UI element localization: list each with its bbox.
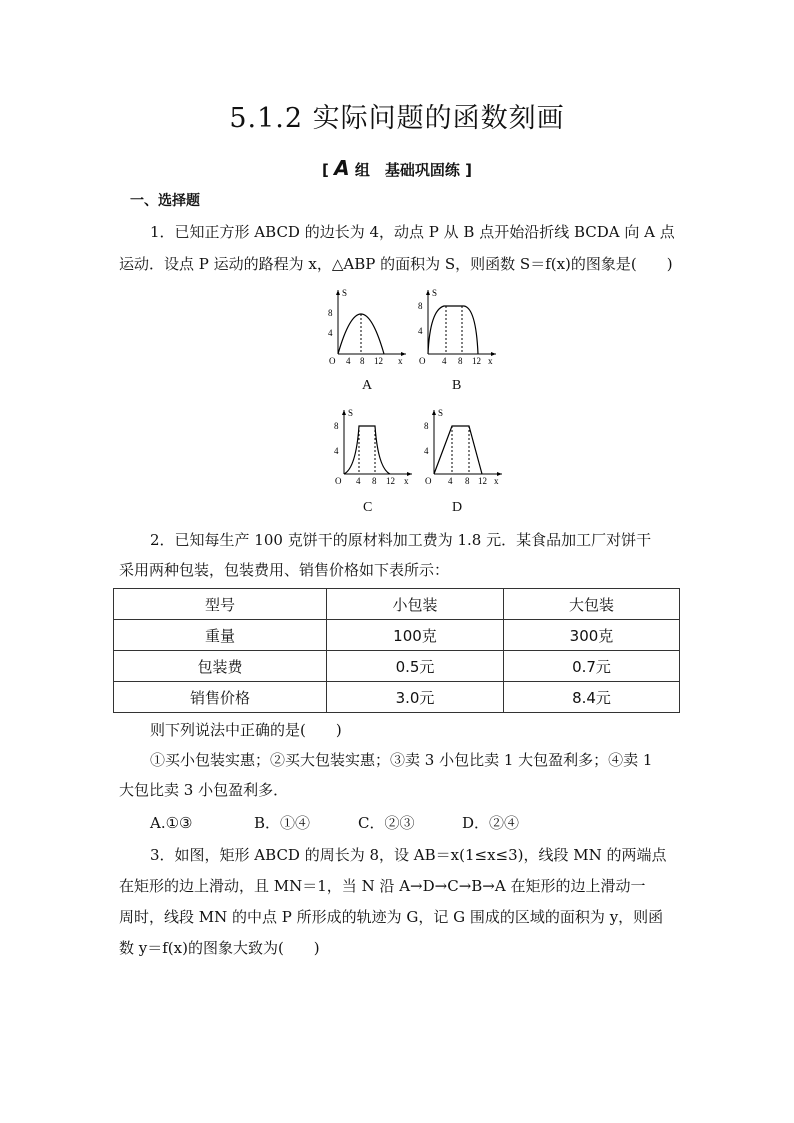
graph-a [324,286,414,370]
tick-4: 4 [418,326,423,336]
graph-d [420,406,510,490]
tick-x8: 8 [360,356,365,366]
graph-b [414,286,504,370]
table-header-row [114,589,680,620]
price-table [113,588,680,713]
tick-8: 8 [418,301,423,311]
option-a: A.①③ [150,814,193,832]
axis-s-label: S [438,408,444,418]
tick-8: 8 [424,421,429,431]
tick-x8: 8 [372,476,377,486]
tick-8: 8 [328,308,333,318]
tick-4: 4 [328,328,333,338]
bracket-right: ] [465,161,472,179]
tick-x4: 4 [356,476,361,486]
q3-line4: 数 y＝f(x)的图象大致为( ) [119,939,320,957]
origin-label: O [329,356,336,366]
tick-4: 4 [334,446,339,456]
graph-a-label: A [362,378,373,393]
tick-x12: 12 [478,476,487,486]
table-cell: 0.5元 [327,651,504,682]
group-letter: A [334,156,350,180]
graph-b-label: B [452,378,462,393]
table-row [114,682,680,713]
table-cell: 300克 [504,620,680,651]
graph-c [330,406,420,490]
q2-line4: ①买小包装实惠；②买大包装实惠；③卖 3 小包比卖 1 大包盈利多；④卖 1 [150,751,653,769]
tick-x12: 12 [374,356,383,366]
option-d: D．②④ [462,814,520,832]
graph-d-label: D [452,500,463,515]
group-text: 组 基础巩固练 [354,161,460,179]
tick-8: 8 [334,421,339,431]
section-heading: 一、选择题 [130,193,200,209]
axis-x-label: x [488,356,493,366]
q2-line2: 采用两种包装，包装费用、销售价格如下表所示： [119,561,450,579]
origin-label: O [425,476,432,486]
origin-label: O [419,356,426,366]
axis-s-label: S [342,288,348,298]
q2-line3: 则下列说法中正确的是( ) [150,721,342,739]
table-header-cell: 型号 [114,589,327,620]
table-cell: 重量 [114,620,327,651]
option-c: C．②③ [358,814,415,832]
option-b: B．①④ [254,814,311,832]
group-heading [0,156,794,180]
tick-4: 4 [424,446,429,456]
tick-x12: 12 [386,476,395,486]
q3-line2: 在矩形的边上滑动，且 MN＝1，当 N 沿 A→D→C→B→A 在矩形的边上滑动一 [119,877,646,895]
table-cell: 3.0元 [327,682,504,713]
tick-x4: 4 [448,476,453,486]
table-row [114,620,680,651]
q1-line1: 1．已知正方形 ABCD 的边长为 4，动点 P 从 B 点开始沿折线 BCDA 向 A 点 [150,223,675,241]
tick-x4: 4 [346,356,351,366]
table-cell: 销售价格 [114,682,327,713]
tick-x4: 4 [442,356,447,366]
q2-options [150,813,710,833]
bracket-left: [ [322,161,329,179]
q1-line2: 运动．设点 P 运动的路程为 x，△ABP 的面积为 S，则函数 S＝f(x)的图象是( ) [119,255,673,273]
q3-line1: 3．如图，矩形 ABCD 的周长为 8，设 AB＝x(1≤x≤3)，线段 MN 的两端点 [150,846,667,864]
graph-c-label: C [363,500,373,515]
axis-x-label: x [494,476,499,486]
tick-x12: 12 [472,356,481,366]
table-header-cell: 小包装 [327,589,504,620]
axis-x-label: x [398,356,403,366]
tick-x8: 8 [465,476,470,486]
tick-x8: 8 [458,356,463,366]
origin-label: O [335,476,342,486]
table-cell: 100克 [327,620,504,651]
q3-line3: 周时，线段 MN 的中点 P 所形成的轨迹为 G，记 G 围成的区域的面积为 y，则函 [119,908,664,926]
q2-line5: 大包比卖 3 小包盈利多． [119,781,289,799]
table-header-cell: 大包装 [504,589,680,620]
axis-x-label: x [404,476,409,486]
axis-s-label: S [348,408,354,418]
page-title: 5.1.2 实际问题的函数刻画 [229,103,565,134]
table-row [114,651,680,682]
table-cell: 0.7元 [504,651,680,682]
table-cell: 包装费 [114,651,327,682]
q2-line1: 2．已知每生产 100 克饼干的原材料加工费为 1.8 元．某食品加工厂对饼干 [150,531,652,549]
axis-s-label: S [432,288,438,298]
table-cell: 8.4元 [504,682,680,713]
